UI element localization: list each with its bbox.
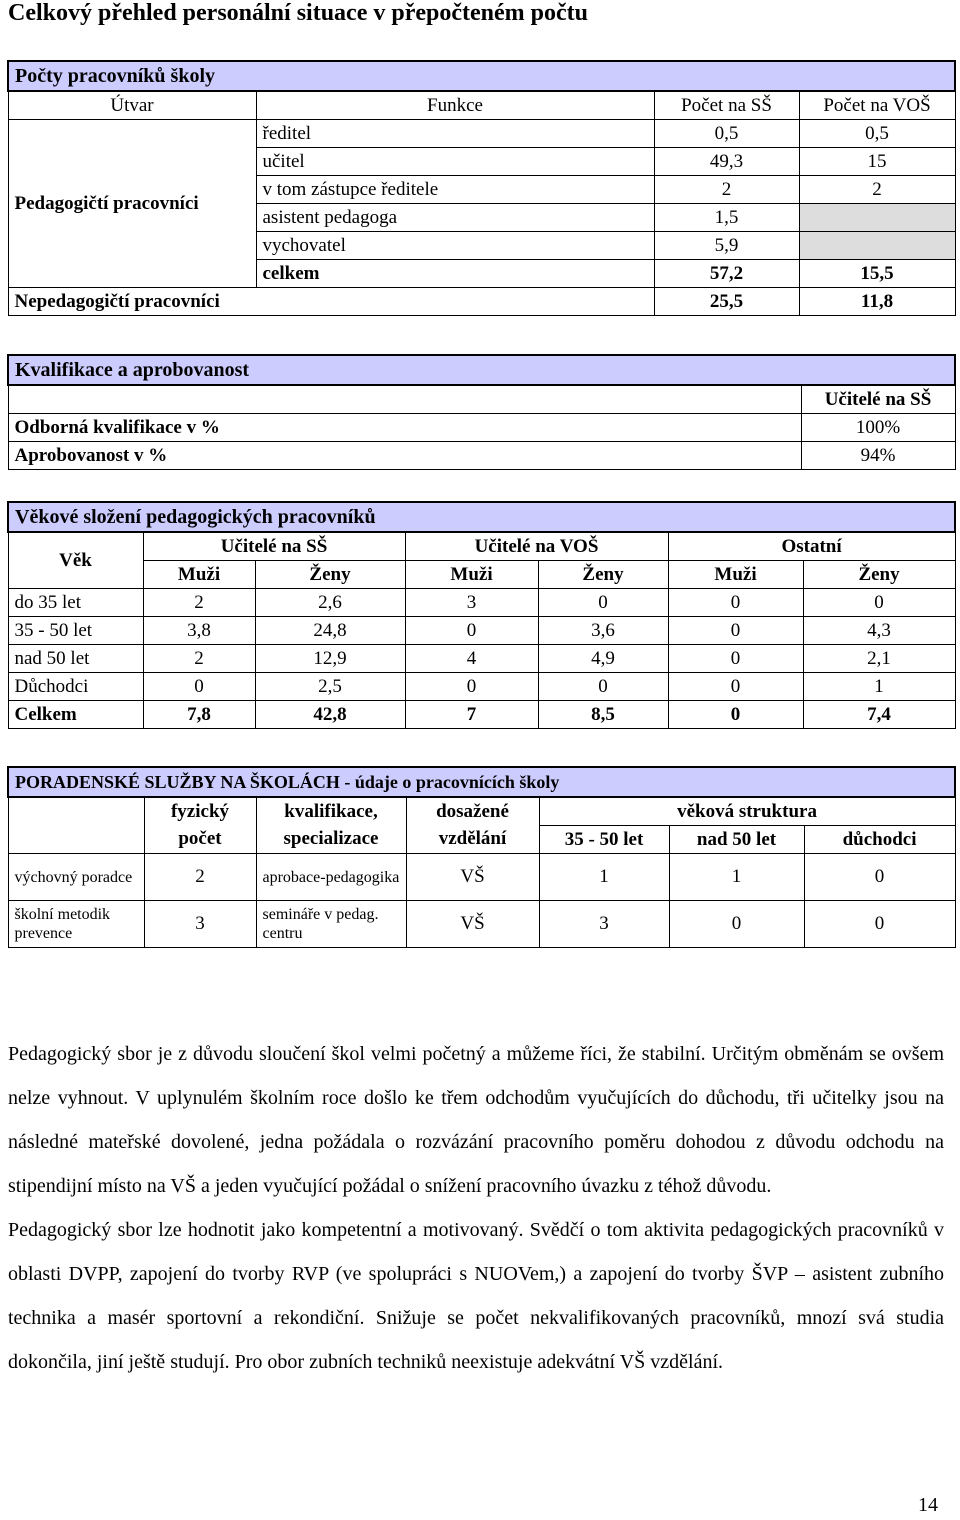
column-header: vzdělání [406, 826, 539, 854]
value-cell: 0 [143, 673, 255, 701]
counseling-table [7, 766, 956, 948]
value-cell: 0 [405, 673, 538, 701]
column-header: 35 - 50 let [539, 826, 669, 854]
age-header: Věk [8, 532, 143, 589]
total-value: 57,2 [654, 260, 799, 288]
value-cell: 15 [799, 148, 955, 176]
total-value: 42,8 [255, 701, 405, 729]
paragraph: Pedagogický sbor je z důvodu sloučení škol velmi početný a můžeme říci, že stabilní. Určitým obměnám se ovšem nelze vyhnout. V uplynulém školním roce došlo ke třem odchodům vyučujících do důchodu, tři učitelky jsou na následné mateřské dovolené, jedna požádala o rozvázání pracovního poměru dohodou z důvodu odchodu na stipendijní místo na VŠ a jeden vyučující požádal o snížení pracovního úvazku z téhož důvodu. [8, 1043, 944, 1197]
section-heading: Počty pracovníků školy [8, 61, 955, 91]
value-cell: 2 [143, 645, 255, 673]
value-cell: 24,8 [255, 617, 405, 645]
function-cell: asistent pedagoga [256, 204, 654, 232]
column-header: počet [144, 826, 256, 854]
row-label: Důchodci [8, 673, 143, 701]
value-cell: VŠ [406, 854, 539, 901]
value-cell: 0 [668, 617, 803, 645]
group-header: Učitelé na VOŠ [405, 532, 668, 561]
total-value: 15,5 [799, 260, 955, 288]
age-structure-table [7, 501, 956, 729]
column-header: důchodci [804, 826, 955, 854]
value-cell: 3 [405, 589, 538, 617]
row-label: do 35 let [8, 589, 143, 617]
group-header: Učitelé na SŠ [143, 532, 405, 561]
value-cell: 1 [669, 854, 804, 901]
value-cell: 3,6 [538, 617, 668, 645]
column-header: Útvar [8, 91, 256, 120]
qualification-cell: aprobace-pedagogika [256, 854, 406, 901]
value-cell: 0 [538, 673, 668, 701]
value-cell: 0 [668, 673, 803, 701]
column-header: Funkce [256, 91, 654, 120]
column-header: Učitelé na SŠ [801, 385, 955, 414]
value-cell: 0 [538, 589, 668, 617]
group-label: Pedagogičtí pracovníci [8, 120, 256, 288]
sub-header: Muži [668, 561, 803, 589]
total-value: 7,4 [803, 701, 955, 729]
value-cell: VŠ [406, 901, 539, 948]
page-number: 14 [918, 1494, 938, 1516]
row-label: Aprobovanost v % [8, 442, 801, 470]
value-cell: 3,8 [143, 617, 255, 645]
value-cell: 2 [799, 176, 955, 204]
total-label: Celkem [8, 701, 143, 729]
value-cell: 0 [803, 589, 955, 617]
column-header: kvalifikace, [256, 797, 406, 826]
total-value: 7,8 [143, 701, 255, 729]
value-cell: 0,5 [654, 120, 799, 148]
total-value: 8,5 [538, 701, 668, 729]
value-cell: 2 [654, 176, 799, 204]
value-cell: 94% [801, 442, 955, 470]
empty-cell [799, 232, 955, 260]
value-cell: 0,5 [799, 120, 955, 148]
nonped-label: Nepedagogičtí pracovníci [8, 288, 654, 316]
row-label: 35 - 50 let [8, 617, 143, 645]
value-cell: 2,6 [255, 589, 405, 617]
value-cell: 1 [803, 673, 955, 701]
column-header: specializace [256, 826, 406, 854]
column-header: věková struktura [539, 797, 955, 826]
value-cell: 2 [144, 854, 256, 901]
page-title: Celkový přehled personální situace v přepočteném počtu [8, 0, 588, 26]
column-header: fyzický [144, 797, 256, 826]
value-cell: 0 [405, 617, 538, 645]
sub-header: Muži [405, 561, 538, 589]
value-cell: 2 [143, 589, 255, 617]
staff-count-table [7, 60, 956, 316]
sub-header: Muži [143, 561, 255, 589]
column-header: Počet na SŠ [654, 91, 799, 120]
value-cell: 12,9 [255, 645, 405, 673]
function-cell: učitel [256, 148, 654, 176]
value-cell: 4 [405, 645, 538, 673]
value-cell: 2,5 [255, 673, 405, 701]
section-heading: Věkové složení pedagogických pracovníků [8, 502, 955, 532]
row-label: Odborná kvalifikace v % [8, 414, 801, 442]
sub-header: Ženy [803, 561, 955, 589]
value-cell: 0 [668, 589, 803, 617]
value-cell: 4,3 [803, 617, 955, 645]
row-label: nad 50 let [8, 645, 143, 673]
total-value: 7 [405, 701, 538, 729]
sub-header: Ženy [538, 561, 668, 589]
value-cell: 49,3 [654, 148, 799, 176]
role-label: školní metodik prevence [8, 901, 144, 948]
value-cell: 2,1 [803, 645, 955, 673]
group-header: Ostatní [668, 532, 955, 561]
blank-cell [8, 797, 144, 854]
value-cell: 100% [801, 414, 955, 442]
function-cell: vychovatel [256, 232, 654, 260]
blank-cell [8, 385, 801, 414]
value-cell: 3 [144, 901, 256, 948]
value-cell: 0 [804, 901, 955, 948]
section-heading: Kvalifikace a aprobovanost [8, 355, 955, 385]
value-cell: 3 [539, 901, 669, 948]
column-header: dosažené [406, 797, 539, 826]
column-header: nad 50 let [669, 826, 804, 854]
nonped-value: 11,8 [799, 288, 955, 316]
value-cell: 0 [804, 854, 955, 901]
empty-cell [799, 204, 955, 232]
column-header: Počet na VOŠ [799, 91, 955, 120]
role-label: výchovný poradce [8, 854, 144, 901]
total-label: celkem [256, 260, 654, 288]
qualification-cell: semináře v pedag. centru [256, 901, 406, 948]
value-cell: 0 [668, 645, 803, 673]
function-cell: v tom zástupce ředitele [256, 176, 654, 204]
value-cell: 0 [669, 901, 804, 948]
value-cell: 5,9 [654, 232, 799, 260]
qualification-table [7, 354, 956, 470]
paragraph: Pedagogický sbor lze hodnotit jako kompetentní a motivovaný. Svědčí o tom aktivita pedagogických pracovníků v oblasti DVPP, zapojení do tvorby RVP (ve spolupráci s NUOVem,) a zapojení do tvorby ŠVP – asistent zubního technika a masér sportovní a rekondiční. Snižuje se počet nekvalifikovaných pracovníků, mnozí svá studia dokončila, jiní ještě studují. Pro obor zubních techniků neexistuje adekvátní VŠ vzdělání. [8, 1219, 944, 1373]
value-cell: 1 [539, 854, 669, 901]
value-cell: 1,5 [654, 204, 799, 232]
body-text [8, 1032, 944, 1384]
section-heading: PORADENSKÉ SLUŽBY NA ŠKOLÁCH - údaje o pracovnících školy [8, 767, 955, 797]
value-cell: 4,9 [538, 645, 668, 673]
sub-header: Ženy [255, 561, 405, 589]
nonped-value: 25,5 [654, 288, 799, 316]
total-value: 0 [668, 701, 803, 729]
function-cell: ředitel [256, 120, 654, 148]
